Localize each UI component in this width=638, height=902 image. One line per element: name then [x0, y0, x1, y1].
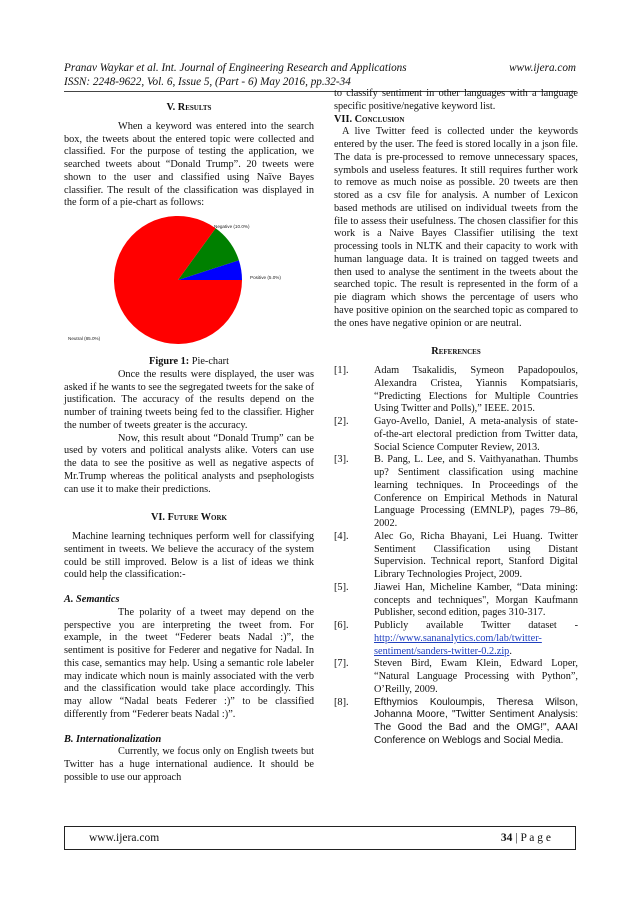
right-column [334, 88, 578, 748]
reference-text: Publicly available Twitter dataset - [374, 620, 578, 631]
reference-item: [4]. Alec Go, Richa Bhayani, Lei Huang. Twitter Sentiment Classification using Distant Supervision. Technical report, Stanford Digital Library Technologies Project, 2009. [334, 530, 578, 580]
journal-website: www.ijera.com [509, 62, 576, 74]
reference-item: [7]. Steven Bird, Ewam Klein, Edward Loper, “Natural Language Processing with Python”, O’Reilly, 2009. [334, 658, 578, 695]
results-paragraph-2: Once the results were displayed, the user was asked if he wants to see the segregated tweets for the sake of justification. The accuracy of the results depend on the number of training tweets being fed to the classifier. Higher the number of tweets greater is the accuracy. [64, 368, 314, 431]
journal-citation: Pranav Waykar et al. Int. Journal of Engineering Research and Applications [64, 62, 407, 74]
reference-item: [3]. B. Pang, L. Lee, and S. Vaithyanathan. Thumbs up? Sentiment classification using machine learning techniques. In Proceedings of the Conference on Empirical Methods in Natural Language Processing (EMNLP), pages 79–86, 2002. [334, 454, 578, 529]
reference-item: [5]. Jiawei Han, Micheline Kamber, “Data mining: concepts and techniques", Morgan Kaufmann Publisher, second edition, pages 310-317. [334, 581, 578, 619]
section-title-future-work: VI. Future Work [150, 512, 227, 524]
pie-chart [64, 212, 314, 354]
section-title-references: References [431, 346, 481, 358]
section-title-conclusion: VII. Conclusion [334, 113, 405, 125]
pie-chart-figure [64, 212, 314, 354]
results-paragraph-3: Now, this result about “Donald Trump” can be used by voters and political analysts alike. Voters can use the data to see the positive as well as negative aspects of Mr.Trump whereas the political analysts and psephologists can use it to make their predictions. [64, 432, 314, 495]
internationalization-paragraph: Currently, we focus only on English tweets but Twitter has a huge international audience. It should be possible to use our approach [64, 746, 314, 783]
section-title-results: V. Results [166, 102, 212, 113]
reference-item: [1]. Adam Tsakalidis, Symeon Papadopoulos, Alexandra Cristea, Yiannis Kompatsiaris, “Predicting Elections for Multiple Countries Using Twitter and Polls),” IEEE. 2015. [334, 365, 578, 415]
footer-page-number: 34 | P a g e [500, 832, 551, 844]
subsection-title-semantics: A. Semantics [64, 594, 120, 605]
reference-item: [8]. Efthymios Kouloumpis, Theresa Wilson, Johanna Moore, "Twitter Sentiment Analysis: The Good the Bad and the OMG!", AAAI Conference on Weblogs and Social Media. [334, 696, 578, 746]
conclusion-paragraph: A live Twitter feed is collected under the keywords entered by the user. The feed is stored locally in a json file. The data is pre-processed to remove unnecessary spaces, symbols and useless features. It still requires further work to remove as much noise as possible. 20 tweets are then stored as a csv file for analysis. A number of Lexicon based methods are utilised on individual tweets from the file to assess their usefulness. The chosen classifier for this work is a Naive Bayes Classifier utilising the text processing tools in NLTK and their capacity to work with human language data. It is trained on tagged tweets and then used to analyse the sentiment in the tweets about the searched topic. The result is represented in the form of a pie diagram which shows the percentage of users who have positive opinion on the searched topic as compared to the ones have negative opinion or are neutral. [334, 126, 578, 329]
subsection-title-internationalization: B. Internationalization [64, 733, 162, 745]
pie-label-neutral: Neutral (85.0%) [68, 336, 101, 341]
issn-volume-info: ISSN: 2248-9622, Vol. 6, Issue 5, (Part - 6) May 2016, pp.32-34 [64, 76, 351, 88]
dataset-link[interactable]: http://www.sananalytics.com/lab/twitter-sentiment/sanders-twitter-0.2.zip [374, 632, 542, 657]
figure-caption-text: Pie-chart [191, 356, 229, 367]
figure-caption [64, 356, 314, 369]
future-work-paragraph: Machine learning techniques perform well for classifying sentiment in tweets. We believe the accuracy of the system could be still improved. Below is a list of ideas we think could help the classification:- [64, 531, 314, 581]
running-header-line2 [64, 75, 576, 89]
continued-paragraph: to classify sentiment in other languages with a language specific positive/negative keyword list. [334, 88, 578, 112]
semantics-paragraph: The polarity of a tweet may depend on the perspective you are interpreting the tweet from. For example, in the tweet “Federer beats Nadal :)”, the sentiment is positive for Federer and negative for Nadal. In this case, semantics may help. Using a semantic role labeler may indicate which noun is mainly associated with the verb and the classification would take place accordingly. This may allow “Nadal beats Federer :)” to be classified differently from “Federer beats Nadal :)”. [64, 606, 314, 720]
pie-label-negative: Negative (10.0%) [214, 224, 250, 229]
left-column [64, 98, 314, 785]
running-header-line1 [64, 61, 576, 75]
page-footer [64, 826, 576, 850]
pie-label-positive: Positive (5.0%) [250, 275, 281, 280]
reference-item: [2]. Gayo-Avello, Daniel, A meta-analysis of state-of-the-art electoral prediction from Twitter data, Social Science Computer Review, 2013. [334, 416, 578, 453]
footer-website: www.ijera.com [89, 832, 160, 844]
figure-label: Figure 1: [149, 356, 190, 367]
results-paragraph-1: When a keyword was entered into the search box, the tweets about the entered topic were collected and classified. For the purpose of testing the application, we searched tweets about “Donald Trump”. 20 tweets were shown to the user and classified using Naïve Bayes classifier. The result of the classification was displayed in the form of a pie-chart as follows: [64, 120, 314, 209]
reference-item: [6]. Publicly available Twitter dataset - http://www.sananalytics.com/lab/twitter-sentiment/sanders-twitter-0.2.zip. [334, 620, 578, 657]
